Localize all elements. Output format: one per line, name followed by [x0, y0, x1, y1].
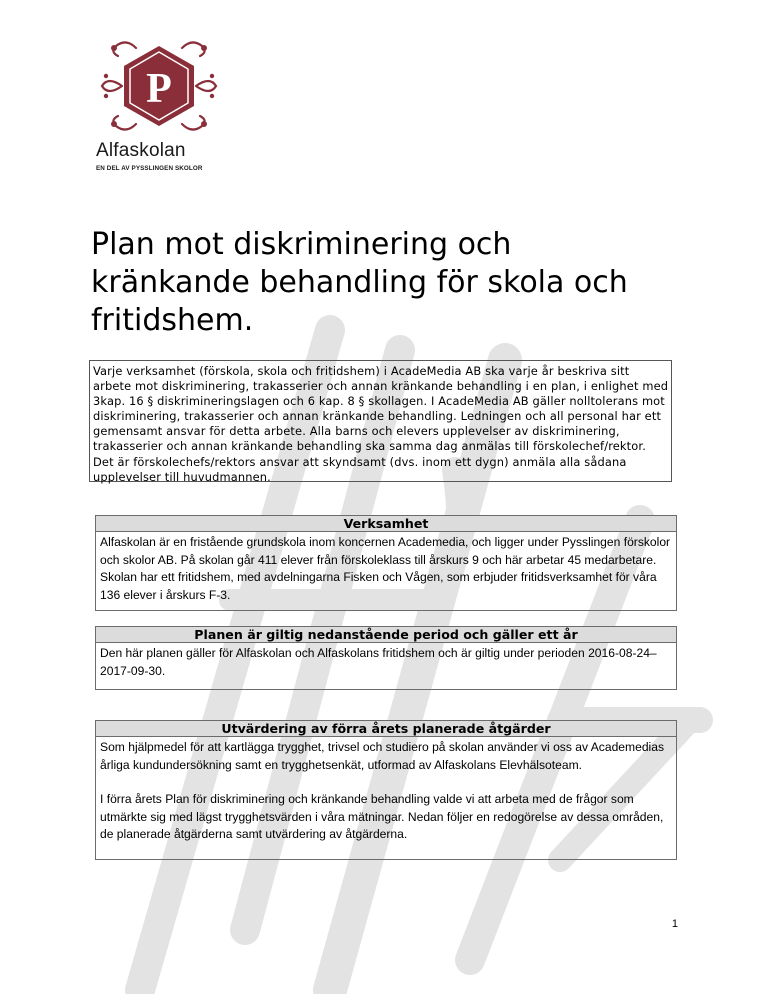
section-evaluation: [95, 720, 677, 860]
title-line-2: kränkande behandling för skola och: [91, 265, 628, 300]
section-heading: Utvärdering av förra årets planerade åtgärder: [96, 721, 676, 737]
pysslingen-p-emblem-icon: [96, 36, 222, 136]
logo-monogram: P: [146, 66, 172, 112]
section-body: [96, 532, 676, 604]
page-number: 1: [671, 918, 678, 930]
title-line-3: fritidshem.: [91, 303, 254, 338]
section-verksamhet: [95, 515, 677, 611]
section-body: [96, 737, 676, 844]
section-body: [96, 643, 676, 680]
section-heading: Planen är giltig nedanstående period och gäller ett år: [96, 627, 676, 643]
document-title: [91, 226, 691, 340]
section-heading: Verksamhet: [96, 516, 676, 532]
school-logo: [96, 36, 226, 172]
logo-name: Alfaskolan: [96, 140, 186, 161]
title-line-1: Plan mot diskriminering och: [91, 227, 512, 262]
logo-tagline: EN DEL AV PYSSLINGEN SKOLOR: [96, 165, 203, 172]
intro-box: Varje verksamhet (förskola, skola och fritidshem) i AcadeMedia AB ska varje år beskriva sitt arbete mot diskriminering, trakasserier och annan kränkande behandling i en plan, i enlighet med 3kap. 16 § diskrimineringslagen och 6 kap. 8 § skollagen. I AcadeMedia AB gäller nolltolerans mot diskriminering, trakasserier och annan kränkande behandling. Ledningen och all personal har ett gemensamt ansvar för detta arbete. Alla barns och elevers upplevelser av diskriminering, trakasserier och annan kränkande behandling ska samma dag anmälas till förskolechef/rektor. Det är förskolechefs/rektors ansvar att skyndsamt (dvs. inom ett dygn) anmäla alla sådana upplevelser till huvudmannen.: [89, 360, 672, 482]
section-paragraph: Alfaskolan är en fristående grundskola inom koncernen Academedia, och ligger under Pysslingen förskolor och skolor AB. På skolan går 411 elever från förskoleklass till årskurs 9 och här arbetar 45 medarbetare. Skolan har ett fritidshem, med avdelningarna Fisken och Vågen, som erbjuder fritidsverksamhet för våra 136 elever i årskurs F-3.: [100, 535, 671, 602]
section-paragraph: I förra årets Plan för diskriminering och kränkande behandling valde vi att arbeta med de frågor som utmärkte sig med lägst trygghetsvärden i våra mätningar. Nedan följer en redogörelse av dessa områden, de planerade åtgärderna samt utvärdering av åtgärderna.: [100, 792, 664, 841]
section-paragraph: Den här planen gäller för Alfaskolan och Alfaskolans fritidshem och är giltig under perioden 2016-08-24– 2017-09-30.: [100, 646, 657, 678]
section-validity-period: [95, 626, 677, 690]
section-paragraph: Som hjälpmedel för att kartlägga trygghet, trivsel och studiero på skolan använder vi oss av Academedias årliga kundundersökning samt en trygghetsenkät, utformad av Alfaskolans Elevhälsoteam.: [100, 740, 665, 772]
